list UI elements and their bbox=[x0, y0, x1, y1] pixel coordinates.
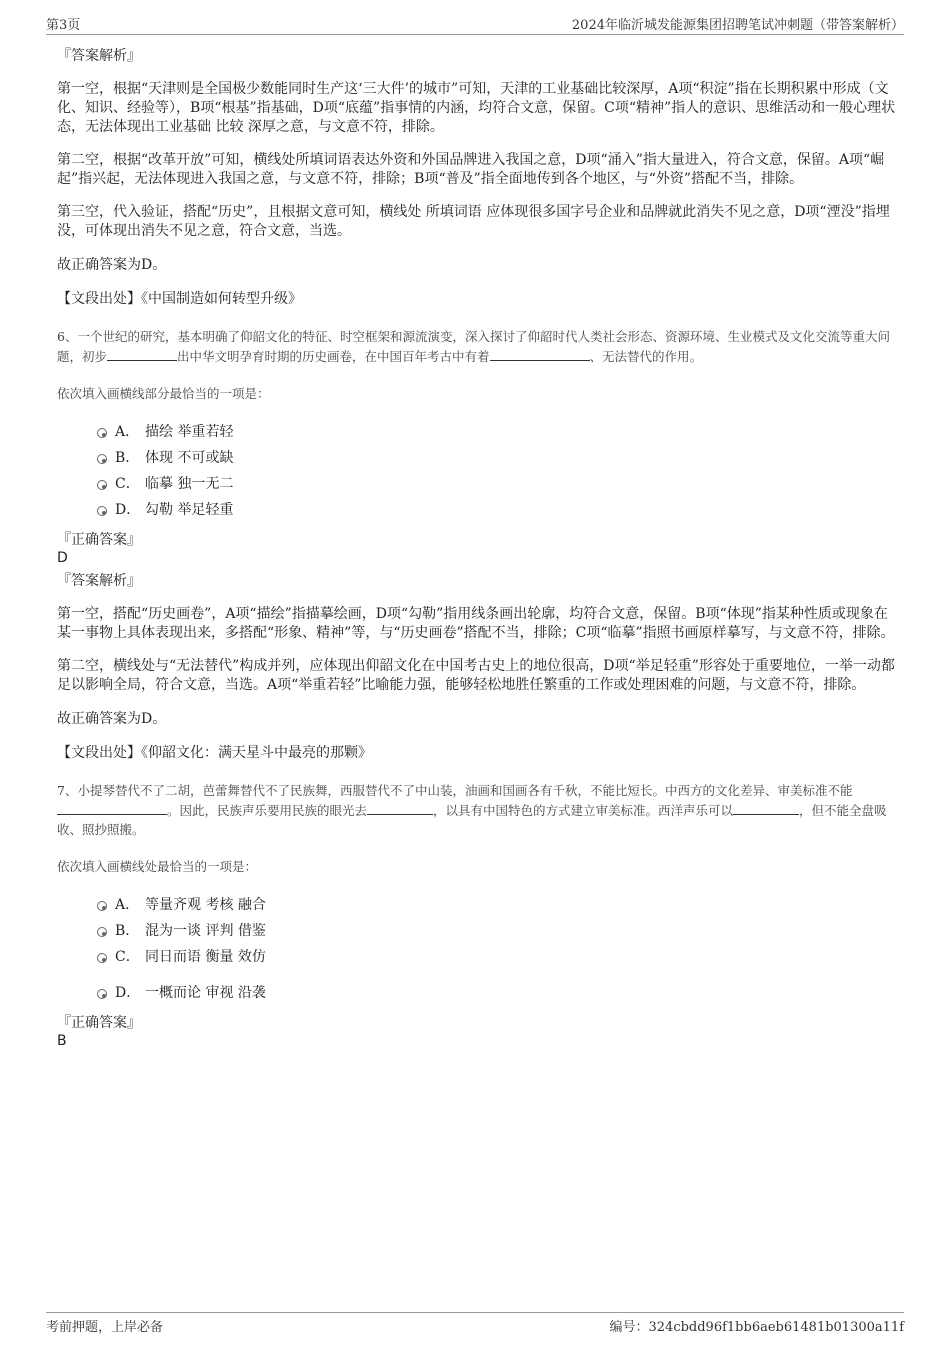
radio-icon[interactable] bbox=[97, 901, 107, 911]
q5-final-answer: 故正确答案为D。 bbox=[57, 257, 167, 273]
option-letter: B． bbox=[115, 923, 140, 939]
q5-source: 【文段出处】《中国制造如何转型升级》 bbox=[57, 291, 302, 307]
q6-blank-1 bbox=[107, 346, 177, 361]
option-text: 同日而语 衡量 效仿 bbox=[145, 949, 266, 965]
q7-text-part-3: ，以具有中国特色的方式建立审美标准。西洋声乐可以 bbox=[433, 803, 734, 818]
document-code: 编号：324cbdd96f1bb6aeb61481b01300a11f bbox=[609, 1320, 904, 1335]
q5-analysis-para-3: 第三空，代入验证，搭配“历史”，且根据文意可知，横线处 所填词语 应体现很多国字号企业和品牌就此消失不见之意，D项“湮没”指埋没，可体现出消失不见之意，符合文意，当选。 bbox=[57, 204, 890, 239]
radio-icon[interactable] bbox=[97, 506, 107, 516]
q7-option-a[interactable] bbox=[95, 892, 897, 918]
option-letter: C． bbox=[115, 476, 140, 492]
option-text: 临摹 独一无二 bbox=[145, 476, 234, 492]
q6-option-b[interactable] bbox=[95, 445, 897, 471]
document-content bbox=[57, 46, 897, 1050]
q7-question-text bbox=[57, 781, 897, 839]
q6-text-part-1: 6、一个世纪的研究，基本明确了仰韶文化的特征、时空框架和源流演变，深入探讨了仰韶时代人类社会形态、资源环境、生业模式及文化交流等重大问题，初步 bbox=[57, 329, 890, 364]
q6-final-answer: 故正确答案为D。 bbox=[57, 711, 167, 727]
q6-source: 【文段出处】《仰韶文化：满天星斗中最亮的那颗》 bbox=[57, 745, 372, 761]
q6-options bbox=[57, 419, 897, 523]
q6-question-text bbox=[57, 327, 897, 366]
page-header bbox=[46, 14, 904, 35]
q6-option-c[interactable] bbox=[95, 471, 897, 497]
q5-analysis-heading: 『答案解析』 bbox=[57, 48, 141, 64]
page-footer bbox=[46, 1312, 904, 1336]
option-letter: A． bbox=[115, 424, 140, 440]
option-letter: C． bbox=[115, 949, 140, 965]
q7-correct-heading: 『正确答案』 bbox=[57, 1015, 141, 1031]
document-title: 2024年临沂城发能源集团招聘笔试冲刺题（带答案解析） bbox=[571, 18, 904, 33]
option-text: 勾勒 举足轻重 bbox=[145, 502, 234, 518]
option-text: 体现 不可或缺 bbox=[145, 450, 234, 466]
radio-icon[interactable] bbox=[97, 927, 107, 937]
radio-icon[interactable] bbox=[97, 480, 107, 490]
radio-icon[interactable] bbox=[97, 989, 107, 999]
q6-analysis-heading: 『答案解析』 bbox=[57, 573, 141, 589]
page-number: 第3页 bbox=[46, 18, 81, 33]
q5-analysis-para-1: 第一空，根据“天津则是全国极少数能同时生产这‘三大件’的城市”可知，天津的工业基础比较深厚，A项“积淀”指在长期积累中形成（文化、知识、经验等），B项“根基”指基础，D项“底蕴”指事情的内涵，均符合文意，保留。C项“精神”指人的意识、思维活动和一般心理状态，无法体现出工业基础 比较 深厚之意，与文意不符，排除。 bbox=[57, 81, 896, 135]
q6-blank-2 bbox=[490, 346, 590, 361]
option-letter: B． bbox=[115, 450, 140, 466]
q7-blank-3 bbox=[733, 800, 799, 815]
footer-slogan: 考前押题，上岸必备 bbox=[46, 1320, 164, 1335]
radio-icon[interactable] bbox=[97, 428, 107, 438]
q7-options bbox=[57, 892, 897, 1006]
q6-option-d[interactable] bbox=[95, 497, 897, 523]
q7-blank-2 bbox=[367, 800, 433, 815]
option-letter: D． bbox=[115, 985, 141, 1001]
q6-text-part-3: 、无法替代的作用。 bbox=[589, 349, 703, 364]
option-letter: A． bbox=[115, 897, 140, 913]
option-text: 描绘 举重若轻 bbox=[145, 424, 234, 440]
q6-text-part-2: 出中华文明孕育时期的历史画卷，在中国百年考古中有着 bbox=[177, 349, 490, 364]
q7-text-part-1: 7、小提琴替代不了二胡，芭蕾舞替代不了民族舞，西服替代不了中山装，油画和国画各有千秋，不能比短长。中西方的文化差异、审美标准不能 bbox=[57, 783, 853, 798]
q7-option-d[interactable] bbox=[95, 980, 897, 1006]
q5-analysis-para-2: 第二空，根据“改革开放”可知，横线处所填词语表达外资和外国品牌进入我国之意，D项“涌入”指大量进入，符合文意，保留。A项“崛起”指兴起，无法体现进入我国之意，与文意不符，排除；B项“普及”指全面地传到各个地区，与“外资”搭配不当，排除。 bbox=[57, 152, 885, 187]
q7-blank-1 bbox=[57, 800, 167, 815]
q7-option-b[interactable] bbox=[95, 918, 897, 944]
q7-option-c[interactable] bbox=[95, 944, 897, 970]
option-text: 一概而论 审视 沿袭 bbox=[145, 985, 266, 1001]
q6-option-a[interactable] bbox=[95, 419, 897, 445]
q7-instruction: 依次填入画横线处最恰当的一项是： bbox=[57, 859, 258, 874]
radio-icon[interactable] bbox=[97, 953, 107, 963]
option-text: 等量齐观 考核 融合 bbox=[145, 897, 266, 913]
q7-text-part-4: ，但不能全盘吸收、照抄照搬。 bbox=[57, 803, 887, 837]
q7-correct-answer: B bbox=[57, 1033, 67, 1049]
q6-correct-heading: 『正确答案』 bbox=[57, 532, 141, 548]
q7-text-part-2: 。因此，民族声乐要用民族的眼光去 bbox=[167, 803, 368, 818]
q6-instruction: 依次填入画横线部分最恰当的一项是： bbox=[57, 386, 270, 401]
q6-analysis-para-1: 第一空，搭配“历史画卷”，A项“描绘”指描摹绘画，D项“勾勒”指用线条画出轮廓，均符合文意，保留。B项“体现”指某种性质或现象在某一事物上具体表现出来，多搭配“形象、精神”等，与“历史画卷”搭配不当，排除；C项“临摹”指照书画原样摹写，与文意不符，排除。 bbox=[57, 606, 895, 641]
q6-correct-answer: D bbox=[57, 550, 68, 566]
q6-analysis-para-2: 第二空，横线处与“无法替代”构成并列，应体现出仰韶文化在中国考古史上的地位很高，D项“举足轻重”形容处于重要地位，一举一动都足以影响全局，符合文意，当选。A项“举重若轻”比喻能力强，能够轻松地胜任繁重的工作或处理困难的问题，与文意不符，排除。 bbox=[57, 658, 895, 693]
radio-icon[interactable] bbox=[97, 454, 107, 464]
option-letter: D． bbox=[115, 502, 141, 518]
option-text: 混为一谈 评判 借鉴 bbox=[145, 923, 266, 939]
